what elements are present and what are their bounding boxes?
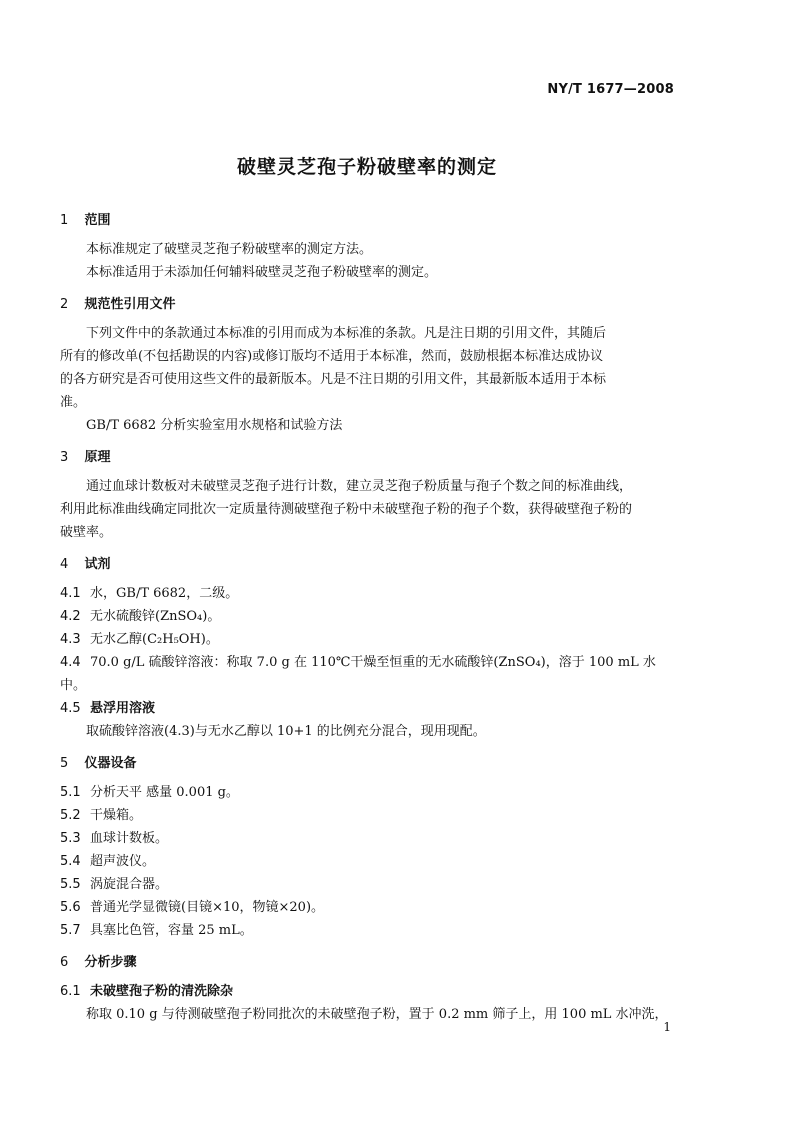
paragraph: 本标准规定了破壁灵芝孢子粉破壁率的测定方法。 xyxy=(86,242,373,257)
page-number: 1 xyxy=(663,1020,671,1034)
section-number: 5 xyxy=(60,756,69,771)
section-title: 试剂 xyxy=(84,557,111,572)
paragraph: 称取 0.10 g 与待测破壁孢子粉同批次的未破壁孢子粉，置于 0.2 mm 筛子上，用 100 mL 水冲洗， xyxy=(86,1007,668,1022)
list-item: 5.4 超声波仪。 xyxy=(60,854,156,869)
paragraph-line: 利用此标准曲线确定同批次一定质量待测破壁孢子粉中未破壁孢子粉的孢子个数，获得破壁孢子粉的 xyxy=(60,502,633,517)
standard-code: NY/T 1677—2008 xyxy=(547,82,674,97)
section-1-heading xyxy=(60,210,680,232)
document-body xyxy=(60,210,680,1026)
section-number: 2 xyxy=(60,297,69,312)
list-item: 4.5 悬浮用溶液 xyxy=(60,701,156,716)
section-number: 4 xyxy=(60,557,69,572)
subsection-heading: 6.1 未破壁孢子粉的清洗除杂 xyxy=(60,984,234,999)
section-6-heading xyxy=(60,952,680,974)
paragraph-line: 准。 xyxy=(60,395,87,410)
paragraph-line: 的各方研究是否可使用这些文件的最新版本。凡是不注日期的引用文件，其最新版本适用于本标 xyxy=(60,372,607,387)
list-item: 5.1 分析天平 感量 0.001 g。 xyxy=(60,785,239,800)
paragraph-line: 下列文件中的条款通过本标准的引用而成为本标准的条款。凡是注日期的引用文件，其随后 xyxy=(86,326,607,341)
list-item: 5.2 干燥箱。 xyxy=(60,808,143,823)
list-item: 5.6 普通光学显微镜(目镜×10，物镜×20)。 xyxy=(60,900,325,915)
page-title: 破壁灵芝孢子粉破壁率的测定 xyxy=(236,156,497,178)
paragraph: 取硫酸锌溶液(4.3)与无水乙醇以 10+1 的比例充分混合，现用现配。 xyxy=(86,724,486,739)
section-number: 6 xyxy=(60,955,69,970)
section-2-heading xyxy=(60,294,680,316)
paragraph-line: 通过血球计数板对未破壁灵芝孢子进行计数，建立灵芝孢子粉质量与孢子个数之间的标准曲线， xyxy=(86,479,633,494)
paragraph-line: 破壁率。 xyxy=(60,525,113,540)
section-title: 范围 xyxy=(84,213,111,228)
reference-entry: GB/T 6682 分析实验室用水规格和试验方法 xyxy=(86,418,343,433)
section-4-heading xyxy=(60,554,680,576)
section-5-heading xyxy=(60,753,680,775)
section-number: 1 xyxy=(60,213,69,228)
list-item: 5.3 血球计数板。 xyxy=(60,831,169,846)
list-item: 5.7 具塞比色管，容量 25 mL。 xyxy=(60,923,253,938)
list-item: 4.3 无水乙醇(C₂H₅OH)。 xyxy=(60,632,219,647)
list-item: 4.1 水，GB/T 6682，二级。 xyxy=(60,586,239,601)
list-item: 4.2 无水硫酸锌(ZnSO₄)。 xyxy=(60,609,221,624)
section-title: 分析步骤 xyxy=(84,955,137,970)
section-title: 原理 xyxy=(84,450,111,465)
section-3-heading xyxy=(60,447,680,469)
list-item: 5.5 涡旋混合器。 xyxy=(60,877,169,892)
section-title: 规范性引用文件 xyxy=(84,297,176,312)
paragraph: 本标准适用于未添加任何辅料破壁灵芝孢子粉破壁率的测定。 xyxy=(86,265,438,280)
section-title: 仪器设备 xyxy=(84,756,137,771)
section-number: 3 xyxy=(60,450,69,465)
list-item-continuation: 中。 xyxy=(60,678,87,693)
paragraph-line: 所有的修改单(不包括勘误的内容)或修订版均不适用于本标准，然而，鼓励根据本标准达成协议 xyxy=(60,349,604,364)
list-item: 4.4 70.0 g/L 硫酸锌溶液：称取 7.0 g 在 110℃干燥至恒重的无水硫酸锌(ZnSO₄)，溶于 100 mL 水 xyxy=(60,655,656,670)
